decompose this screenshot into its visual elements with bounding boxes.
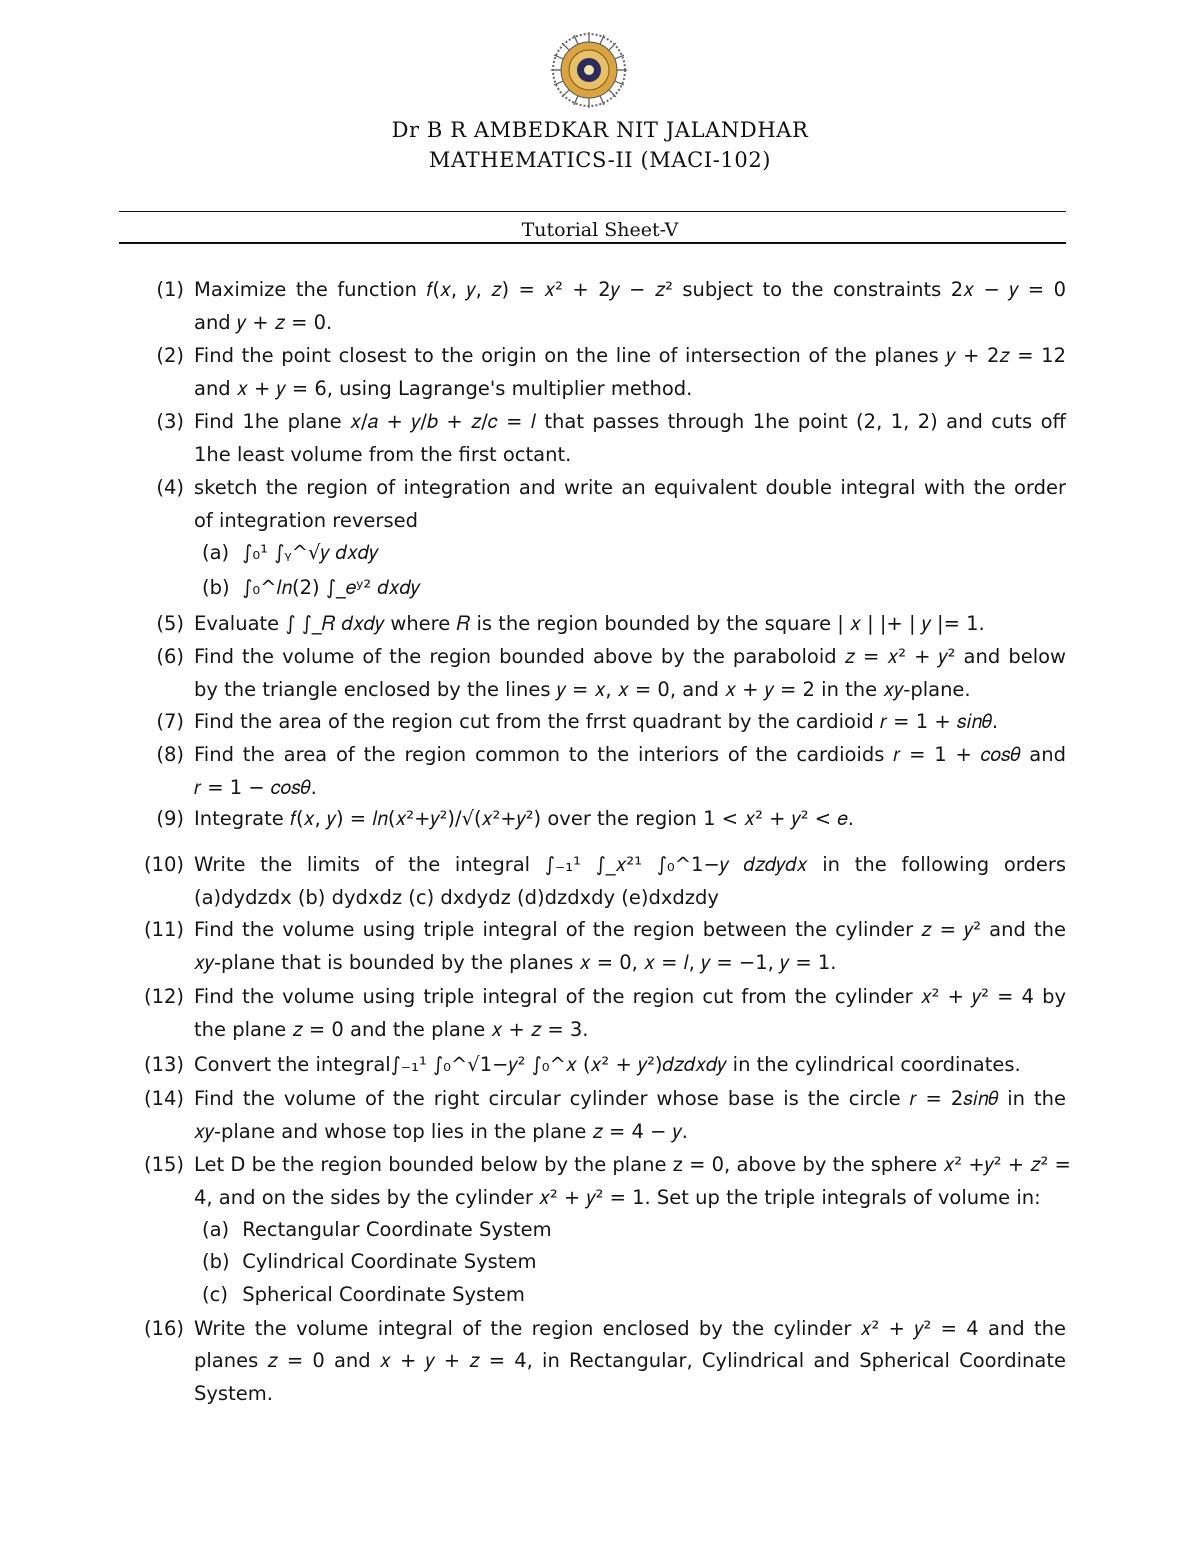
question-text-line: planes 𝑧 = 0 and 𝑥 + 𝑦 + 𝑧 = 4, in Rectangular, Cylindrical and Spherical Coordinate <box>194 1349 1066 1372</box>
question-number: (1) <box>156 278 184 301</box>
question-text-line: by the triangle enclosed by the lines 𝑦 = 𝑥, 𝑥 = 0, and 𝑥 + 𝑦 = 2 in the 𝑥𝑦-plane. <box>194 678 971 701</box>
sub-question-label: (b) <box>202 1250 230 1273</box>
question-text-line: 𝑥𝑦-plane that is bounded by the planes 𝑥 = 0, 𝑥 = 𝑙, 𝑦 = −1, 𝑦 = 1. <box>194 951 837 974</box>
question-number: (15) <box>143 1153 184 1176</box>
sub-question-text: Spherical Coordinate System <box>236 1283 525 1306</box>
sub-question-label: (c) <box>202 1283 228 1306</box>
sub-question-text: Cylindrical Coordinate System <box>236 1250 537 1273</box>
question-number: (2) <box>156 344 184 367</box>
question-text-line: Find 1he plane 𝑥/𝑎 + 𝑦/𝑏 + 𝑧/𝑐 = 𝑙 that passes through 1he point (2, 1, 2) and cuts off <box>194 410 1066 433</box>
course-title: MATHEMATICS-II (MACI-102) <box>428 148 772 172</box>
question-number: (11) <box>143 918 184 941</box>
question-text-line: System. <box>194 1382 273 1405</box>
question-text-line: the plane 𝑧 = 0 and the plane 𝑥 + 𝑧 = 3. <box>194 1018 589 1041</box>
question-text-line: Write the volume integral of the region enclosed by the cylinder 𝑥² + 𝑦² = 4 and the <box>194 1317 1066 1340</box>
question-number: (7) <box>156 710 184 733</box>
question-text-line: (a)dydzdx (b) dydxdz (c) dxdydz (d)dzdxdy (e)dxdzdy <box>194 886 719 909</box>
question-text-line: Evaluate ∫ ∫_𝑅 𝑑𝑥𝑑𝑦 where 𝑅 is the region bounded by the square | 𝑥 | |+ | 𝑦 |= 1. <box>194 612 985 635</box>
question-number: (13) <box>143 1053 184 1076</box>
question-text-line: Let D be the region bounded below by the plane z = 0, above by the sphere 𝑥² +𝑦² + 𝑧² = <box>194 1153 1071 1176</box>
question-text-line: 𝑥𝑦-plane and whose top lies in the plane 𝑧 = 4 − 𝑦. <box>194 1120 688 1143</box>
question-number: (3) <box>156 410 184 433</box>
question-text-line: Find the point closest to the origin on the line of intersection of the planes 𝑦 + 2𝑧 = 12 <box>194 344 1066 367</box>
question-number: (5) <box>156 612 184 635</box>
sub-question <box>202 576 420 599</box>
sub-question <box>202 1218 552 1241</box>
question-number: (12) <box>143 985 184 1008</box>
question-text-line: 1he least volume from the first octant. <box>194 443 572 466</box>
question-text-line: sketch the region of integration and write an equivalent double integral with the order <box>194 476 1066 499</box>
sub-question-label: (a) <box>202 541 230 564</box>
question-text-line: 4, and on the sides by the cylinder 𝑥² + 𝑦² = 1. Set up the triple integrals of volume in: <box>194 1186 1041 1209</box>
sub-question <box>202 1250 536 1273</box>
question-text-line: Integrate 𝑓(𝑥, 𝑦) = 𝑙𝑛(𝑥²+𝑦²)/√(𝑥²+𝑦²) over the region 1 < 𝑥² + 𝑦² < 𝑒. <box>194 807 854 830</box>
question-text-line: Find the volume of the right circular cylinder whose base is the circle 𝑟 = 2𝑠𝑖𝑛𝜃 in the <box>194 1087 1066 1110</box>
institute-logo <box>549 30 629 110</box>
question-text-line: and 𝑦 + 𝑧 = 0. <box>194 311 333 334</box>
question-text-line: Find the volume using triple integral of the region between the cylinder 𝑧 = 𝑦² and the <box>194 918 1066 941</box>
question-text-line: Find the volume using triple integral of the region cut from the cylinder 𝑥² + 𝑦² = 4 by <box>194 985 1066 1008</box>
sub-question-label: (b) <box>202 576 230 599</box>
question-number: (6) <box>156 645 184 668</box>
question-text-line: Find the area of the region cut from the frrst quadrant by the cardioid 𝑟 = 1 + 𝑠𝑖𝑛𝜃. <box>194 710 999 733</box>
sub-question-text: Rectangular Coordinate System <box>236 1218 552 1241</box>
sub-question <box>202 541 378 564</box>
bottom-rule <box>119 242 1066 244</box>
sheet-title: Tutorial Sheet-V <box>521 219 679 241</box>
question-text-line: Find the volume of the region bounded above by the paraboloid 𝑧 = 𝑥² + 𝑦² and below <box>194 645 1066 668</box>
question-text-line: Find the area of the region common to the interiors of the cardioids 𝑟 = 1 + 𝑐𝑜𝑠𝜃 and <box>194 743 1066 766</box>
question-text-line: and 𝑥 + 𝑦 = 6, using Lagrange's multiplier method. <box>194 377 693 400</box>
sub-question <box>202 1283 525 1306</box>
question-text-line: Convert the integral∫₋₁¹ ∫₀^√1−𝑦² ∫₀^𝑥 (𝑥² + 𝑦²)𝑑𝑧𝑑𝑥𝑑𝑦 in the cylindrical coordinates. <box>194 1053 1021 1076</box>
sub-question-text: ∫₀¹ ∫ᵧ^√𝑦 𝑑𝑥𝑑𝑦 <box>236 541 379 564</box>
question-text-line: 𝑟 = 1 − 𝑐𝑜𝑠𝜃. <box>194 776 317 799</box>
question-text-line: Write the limits of the integral ∫₋₁¹ ∫_𝑥²¹ ∫₀^1−𝑦 𝑑𝑧𝑑𝑦𝑑𝑥 in the following orders <box>194 853 1066 876</box>
sub-question-text: ∫₀^𝑙𝑛(2) ∫_𝑒ʸ² 𝑑𝑥𝑑𝑦 <box>236 576 420 599</box>
question-number: (10) <box>143 853 184 876</box>
question-number: (16) <box>143 1317 184 1340</box>
question-number: (14) <box>143 1087 184 1110</box>
question-number: (9) <box>156 807 184 830</box>
institute-name: Dr B R AMBEDKAR NIT JALANDHAR <box>391 118 809 142</box>
question-number: (8) <box>156 743 184 766</box>
sub-question-label: (a) <box>202 1218 230 1241</box>
question-number: (4) <box>156 476 184 499</box>
question-text-line: of integration reversed <box>194 509 418 532</box>
top-rule <box>119 211 1066 212</box>
question-text-line: Maximize the function 𝑓(𝑥, 𝑦, 𝑧) = 𝑥² + 2𝑦 − 𝑧² subject to the constraints 2𝑥 − 𝑦 = 0 <box>194 278 1066 301</box>
